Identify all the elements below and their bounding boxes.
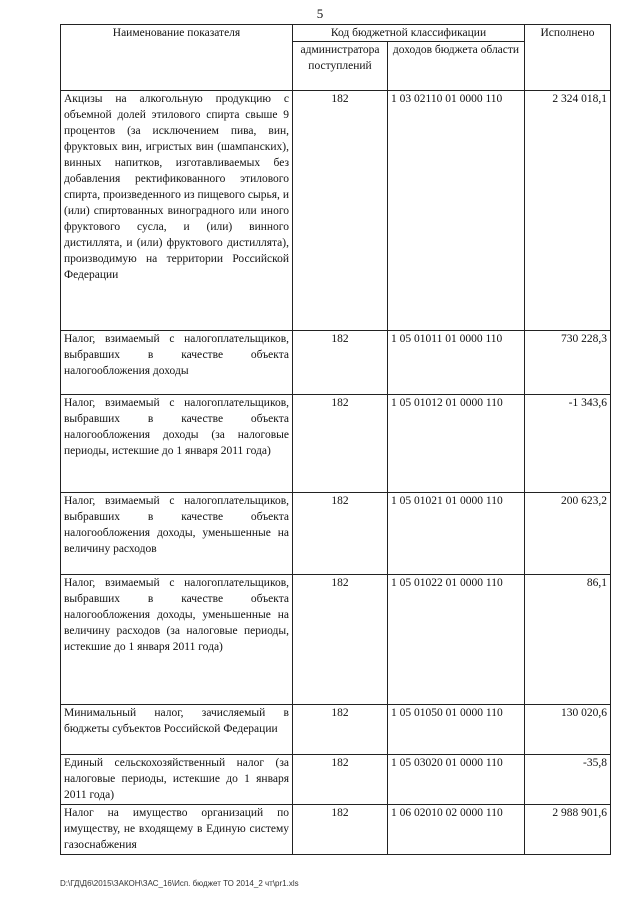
table-row xyxy=(61,395,611,493)
row-admin: 182 xyxy=(293,91,388,331)
row-executed: 86,1 xyxy=(525,575,611,705)
row-admin: 182 xyxy=(293,331,388,395)
row-admin: 182 xyxy=(293,493,388,575)
row-name: Минимальный налог, зачисляемый в бюджеты субъектов Российской Федерации xyxy=(61,705,293,755)
row-name: Налог, взимаемый с налогоплательщиков, выбравших в качестве объекта налогообложения доходы xyxy=(61,331,293,395)
page-number: 5 xyxy=(316,6,324,21)
budget-table xyxy=(60,24,611,855)
row-name: Налог, взимаемый с налогоплательщиков, выбравших в качестве объекта налогообложения доходы (за налоговые периоды, истекшие до 1 января 2011 года) xyxy=(61,395,293,493)
table-row xyxy=(61,705,611,755)
row-code: 1 03 02110 01 0000 110 xyxy=(388,91,525,331)
row-admin: 182 xyxy=(293,705,388,755)
row-executed: -35,8 xyxy=(525,755,611,805)
row-name: Налог, взимаемый с налогоплательщиков, выбравших в качестве объекта налогообложения доходы, уменьшенные на величину расходов xyxy=(61,493,293,575)
table-row xyxy=(61,755,611,805)
table-row xyxy=(61,91,611,331)
row-code: 1 05 01050 01 0000 110 xyxy=(388,705,525,755)
header-row-1 xyxy=(61,25,611,42)
row-code: 1 05 03020 01 0000 110 xyxy=(388,755,525,805)
row-executed: 2 988 901,6 xyxy=(525,805,611,855)
row-admin: 182 xyxy=(293,805,388,855)
row-executed: -1 343,6 xyxy=(525,395,611,493)
header-admin: администратора поступлений xyxy=(293,42,388,91)
header-income: доходов бюджета области xyxy=(388,42,525,91)
table-row xyxy=(61,331,611,395)
row-executed: 200 623,2 xyxy=(525,493,611,575)
row-admin: 182 xyxy=(293,575,388,705)
row-code: 1 05 01011 01 0000 110 xyxy=(388,331,525,395)
header-code-group: Код бюджетной классификации xyxy=(293,25,525,42)
table-row xyxy=(61,493,611,575)
row-name: Акцизы на алкогольную продукцию с объемной долей этилового спирта свыше 9 процентов (за исключением пива, вин, фруктовых вин, игристых вин (шампанских), винных напитков, изготавливаемых без добавления ректификованного этилового спирта, произведенного из пищевого сырья, и (или) спиртованных виноградного или иного фруктового сусла, и (или) винного дистиллята, и (или) фруктового дистиллята), производимую на территории Российской Федерации xyxy=(61,91,293,331)
row-admin: 182 xyxy=(293,755,388,805)
row-name: Налог на имущество организаций по имуществу, не входящему в Единую систему газоснабжения xyxy=(61,805,293,855)
row-code: 1 05 01022 01 0000 110 xyxy=(388,575,525,705)
row-name: Налог, взимаемый с налогоплательщиков, выбравших в качестве объекта налогообложения доходы, уменьшенные на величину расходов (за налоговые периоды, истекшие до 1 января 2011 года) xyxy=(61,575,293,705)
table-row xyxy=(61,805,611,855)
row-code: 1 05 01012 01 0000 110 xyxy=(388,395,525,493)
row-executed: 130 020,6 xyxy=(525,705,611,755)
row-code: 1 05 01021 01 0000 110 xyxy=(388,493,525,575)
row-name: Единый сельскохозяйственный налог (за налоговые периоды, истекшие до 1 января 2011 года) xyxy=(61,755,293,805)
header-name: Наименование показателя xyxy=(61,25,293,91)
row-code: 1 06 02010 02 0000 110 xyxy=(388,805,525,855)
file-path-footer: D:\ГД\Д6\2015\ЗАКОН\ЗАС_16\Исп. бюджет ТО 2014_2 чт\pr1.xls xyxy=(60,879,299,888)
row-admin: 182 xyxy=(293,395,388,493)
header-executed: Исполнено xyxy=(525,25,611,91)
table-row xyxy=(61,575,611,705)
row-executed: 730 228,3 xyxy=(525,331,611,395)
row-executed: 2 324 018,1 xyxy=(525,91,611,331)
